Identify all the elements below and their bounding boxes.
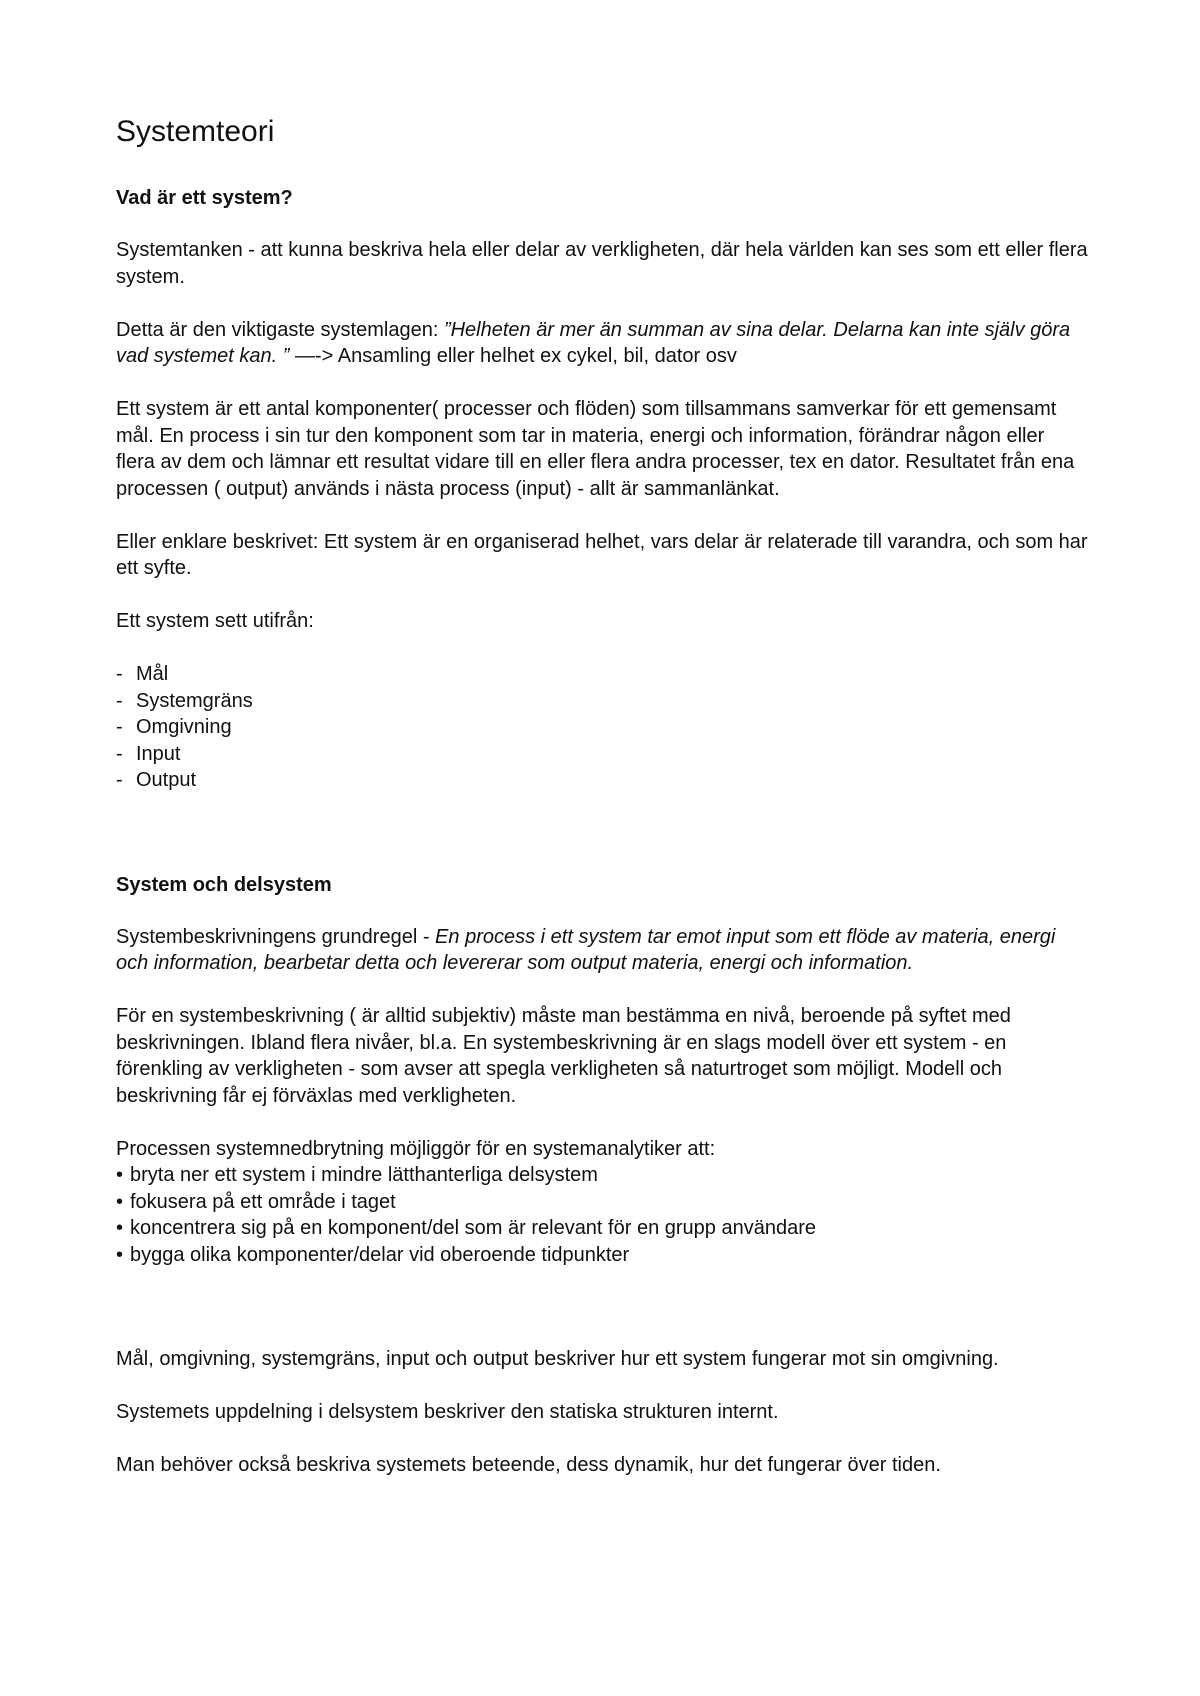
bullet-list [116,1162,1088,1268]
bullet-mark: • [116,1243,124,1266]
section-heading-system-och-delsystem: System och delsystem [116,873,332,896]
spacer [116,846,1088,872]
systemlagen-quote: ”Helheten är mer än summan av sina delar. Delarna kan inte själv göra vad systemet kan. ” [116,318,1071,367]
paragraph-beteende: Man behöver också beskriva systemets beteende, dess dynamik, hur det fungerar över tiden. [116,1454,941,1476]
paragraph-systemlagen [116,317,1088,370]
list-item-text: bygga olika komponenter/delar vid oberoende tidpunkter [130,1243,630,1266]
list-item [116,661,1088,688]
page-title: Systemteori [116,115,275,148]
spacer [116,794,1088,846]
dash-mark: - [116,689,123,712]
section-heading-vad-ar-ett-system: Vad är ett system? [116,187,293,209]
dash-mark: - [116,769,123,791]
list-item-text: Omgivning [136,716,232,738]
paragraph-sett-utifran: Ett system sett utifrån: [116,610,314,632]
bullet-mark: • [116,1190,124,1213]
list-item [116,1162,1088,1189]
list-item-text: Output [136,769,197,791]
bullet-mark: • [116,1164,124,1186]
grundregel-text: En process i ett system tar emot input som ett flöde av materia, energi och information, bearbetar detta och levererar som output materia, energi och information. [116,925,1056,974]
dash-list [116,661,1088,794]
list-item [116,741,1088,768]
spacer [116,1320,1088,1346]
list-item-text: Systemgräns [136,689,253,712]
paragraph-grundregel [116,924,1088,977]
list-item-text: Input [136,742,181,765]
bullet-mark: • [116,1217,124,1239]
list-item [116,1242,1088,1269]
list-item-text: Mål [136,663,169,685]
list-item-text: koncentrera sig på en komponent/del som är relevant för en grupp användare [130,1217,816,1239]
dash-mark: - [116,663,123,685]
paragraph-systemnedbrytning: Processen systemnedbrytning möjliggör för en systemanalytiker att: [116,1137,716,1160]
list-item [116,714,1088,741]
dash-mark: - [116,742,123,765]
systemlagen-example: —-> Ansamling eller helhet ex cykel, bil, dator osv [289,345,737,367]
spacer [116,1268,1088,1320]
dash-mark: - [116,716,123,738]
list-item [116,1189,1088,1216]
systemlagen-intro: Detta är den viktigaste systemlagen: [116,318,444,341]
paragraph-omgivning: Mål, omgivning, systemgräns, input och output beskriver hur ett system fungerar mot sin omgivning. [116,1348,999,1370]
paragraph-komponenter: Ett system är ett antal komponenter( processer och flöden) som tillsammans samverkar för ett gemensamt mål. En process i sin tur den komponent som tar in materia, energi och information, förändrar någon eller flera av dem och lämnar ett resultat vidare till en eller flera andra processer, tex en dator. Resultatet från ena processen ( output) används i nästa process (input) - allt är sammanlänkat. [116,398,1075,500]
list-item [116,767,1088,794]
list-item [116,1215,1088,1242]
list-item-text: bryta ner ett system i mindre lätthanterliga delsystem [130,1164,598,1186]
list-item [116,688,1088,715]
grundregel-intro: Systembeskrivningens grundregel - [116,925,436,948]
paragraph-systembeskrivning: För en systembeskrivning ( är alltid subjektiv) måste man bestämma en nivå, beroende på syftet med beskrivningen. Ibland flera nivåer, bl.a. En systembeskrivning är en slags modell över ett system - en förenkling av verkligheten - som avser att spegla verkligheten så naturtroget som möjligt. Modell och beskrivning får ej förväxlas med verkligheten. [116,1005,1011,1107]
paragraph-enklare-beskrivet: Eller enklare beskrivet: Ett system är en organiserad helhet, vars delar är relaterade till varandra, och som har ett syfte. [116,530,1088,579]
paragraph-systemtanken: Systemtanken - att kunna beskriva hela eller delar av verkligheten, där hela världen kan ses som ett eller flera system. [116,239,1088,288]
list-item-text: fokusera på ett område i taget [130,1190,396,1213]
paragraph-uppdelning: Systemets uppdelning i delsystem beskriver den statiska strukturen internt. [116,1401,779,1423]
